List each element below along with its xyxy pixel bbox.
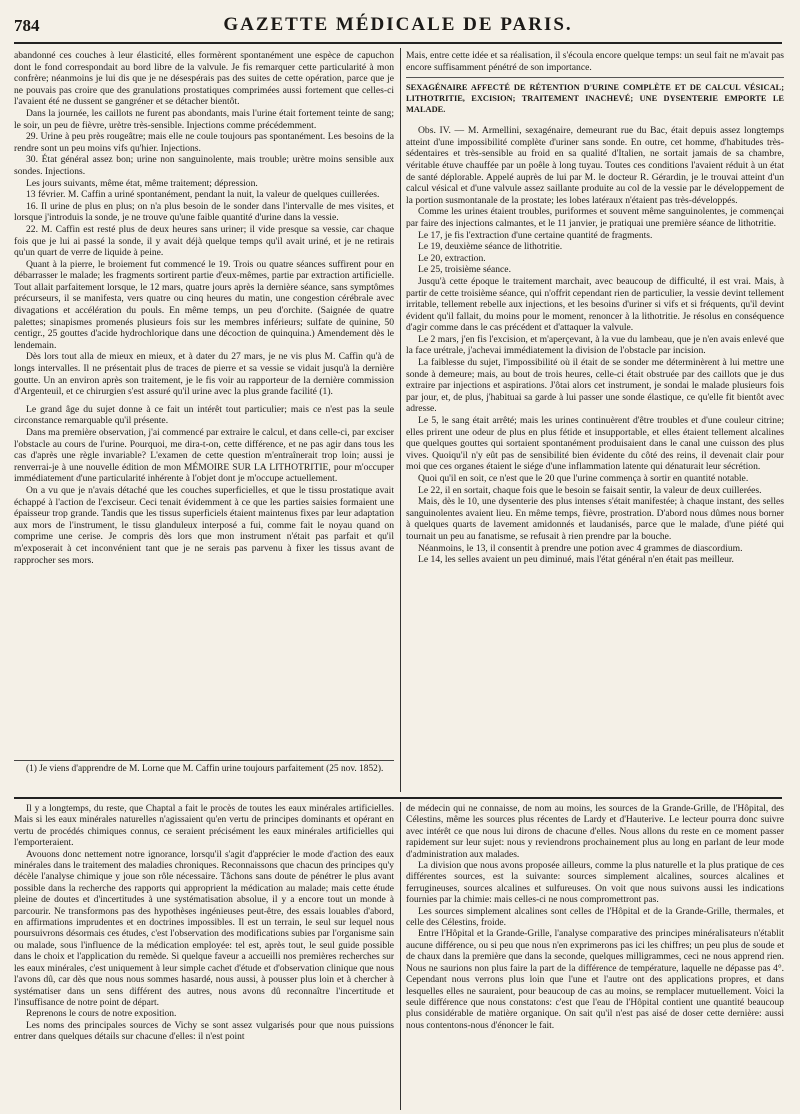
paragraph: Le 25, troisième séance. [418,264,511,276]
paragraph: 29. Urine à peu près rougeâtre; mais elle ne coule toujours pas spontanément. Les besoins de la rendre sont un peu moins vifs qu'hier. Injections. [14,131,394,154]
paragraph: de médecin qui ne connaisse, de nom au moins, les sources de la Grande-Grille, de l'Hôpital, des Célestins, même les sources plus récentes de Lardy et d'Hauterive. Le lecteur pourra donc suivre avec intérêt ce que nous lui dirons de chacune d'elles. Nous allons du reste en ce moment passer rapidement sur leur sujet: nous y reviendrons prochainement plus au long en parlant de leur mode d'administration aux malades. [406,804,784,860]
paragraph: abandonné ces couches à leur élasticité, elles formèrent spontanément une espèce de capuchon dont le fond correspondait au bord libre de la valvule. Je fis remarquer cette particularité à mon confrère; néanmoins je lui dis que je ne désespérais pas des suites de cette opération, parce que je ne pouvais pas croire que des granulations prostatiques comprimées aussi fortement que celles-ci l'avaient été ne dussent se gangréner et se détacher bientôt. [14,50,394,108]
top-right-column [406,50,784,792]
paragraph: Quoi qu'il en soit, ce n'est que le 20 que l'urine commença à sortir en quantité notable. [418,473,749,484]
footnote [14,764,394,790]
paragraph: Avouons donc nettement notre ignorance, lorsqu'il s'agit d'apprécier le mode d'action des eaux minérales dans le traitement des maladies chroniques. Reconnaissons que chacun des principes qu'y décèle l'analyse chimique y joue son rôle nécessaire. Tâchons sans doute de pénétrer le plus avant possible dans la recherche des rapports qui approprient la médication au malade; mais cette étude pleine de doutes et d'incertitudes à une systématisation absolue, il y a encore tout un monde à parcourir. Ne transformons pas des hypothèses ingénieuses peut-être, des essais louables d'abord, en affirmations imprudentes et en doctrines impossibles. Il est un terrain, le seul sur lequel nous poursuivrons désormais ces études, c'est l'observation des modifications subies par l'organisme sain ou malade, sous l'influence de la médication employée: tel est, après tout, le seul guide possible dans le choix et l'application du remède. Si quelque faveur a accueilli nos premières recherches sur les eaux minérales, c'est uniquement à leur simple cachet d'étude et d'observation clinique que nous l'avons dû, car dès que nous nous sommes hasardé, nous aussi, à pousser plus loin et à chercher à systématiser dans un sens différent des autres, nous avons dû reconnaître l'incertitude et l'insuffisance de notre point de départ. [14,849,394,1008]
top-left-column [14,50,394,755]
paragraph: Mais, dès le 10, une dysenterie des plus intenses s'était manifestée; à chaque instant, des selles sanguinolentes avaient lieu. En même temps, fièvre, prostration. D'abord nous dûmes nous borner à quelques quarts de lavement amidonnés et laudanisés, parce que le malade, d'une piété qui tournait un peu au fanatisme, se refusait à rien prendre par la bouche. [406,496,784,542]
bottom-right-column [406,804,784,1110]
paragraph: 22. M. Caffin est resté plus de deux heures sans uriner; il vide presque sa vessie, car chaque fois que je lui ai passé la sonde, il y avait déjà quelque temps qu'il avait uriné, et je ne retirais qu'un quart de verre de liquide à peine. [14,223,394,259]
paragraph: Jusqu'à cette époque le traitement marchait, avec beaucoup de difficulté, il est vrai. Mais, à partir de cette troisième séance, qui n'offrit cependant rien de particulier, la vessie devint tellement irritable, tellement rebelle aux injections, et les besoins d'uriner si vifs et si fréquents, qu'il devint évident qu'il fallait, du moins pour le moment, renoncer à la lithotritie. Je résolus en conséquence d'agir comme dans le cas précédent et d'attaquer la valvule. [406,275,784,334]
paragraph: Le 14, les selles avaient un peu diminué, mais l'état général n'en était pas meilleur. [418,554,734,566]
paragraph: Les sources simplement alcalines sont celles de l'Hôpital et de la Grande-Grille, thermales, et celle des Célestins, froide. [406,906,784,929]
paragraph: Il y a longtemps, du reste, que Chaptal a fait le procès de toutes les eaux minérales artificielles. Mais si les eaux minérales naturelles n'agissaient qu'en vertu de principes dominants et opérant en vertu de procédés chimiques connus, ce seraient précisément les eaux minérales artificielles qui l'emporteraient. [14,804,394,849]
section-rule [406,77,784,78]
column-divider [400,48,401,792]
paragraph: Dans ma première observation, j'ai commencé par extraire le calcul, et dans celle-ci, par exciser l'obstacle au cours de l'urine. Pourquoi, me dira-t-on, cette différence, et ne pas agir dans tous les cas d'après une règle invariable? L'examen de cette question m'entraînerait trop loin; aussi je renverrai-je à une nouvelle édition de mon MÉMOIRE SUR LA LITHOTRITIE, pour m'occuper immédiatement d'une particularité inhérente à l'objet dont je m'occupe actuellement. [14,427,394,485]
paragraph: Le 5, le sang était arrêté; mais les urines continuèrent d'être troubles et d'une couleur citrine; elles prirent une odeur de plus en plus fétide et insupportable, et elles étaient tellement alcalines que quelques gouttes qui sortaient spontanément produisaient dans le canal une cuisson des plus vives. Quoiqu'il n'y eût pas de sensibilité bien évidente du côté des reins, il devenait clair pour moi que ces organes étaient le siége d'une inflammation latente qui dénaturait leur sécrétion. [406,415,784,473]
paragraph: La faiblesse du sujet, l'impossibilité où il était de se sonder me déterminèrent à lui mettre une sonde à demeure; mais, au bout de trois heures, celle-ci était obstruée par des caillots que je dus extraire par injections et aspirations. J'ôtai alors cet instrument, je sondai le malade plusieurs fois par jour, et, de plus, j'habituai sa garde à lui passer une sonde élastique, ce qu'elle fit bientôt avec adresse. [406,357,784,415]
paragraph: Le 19, deuxième séance de lithotritie. [418,241,563,253]
feuilleton-rule [14,797,782,799]
paragraph: La division que nous avons proposée ailleurs, comme la plus naturelle et la plus pratique de ces différentes sources, est la suivante: sources simplement alcalines, sources alcalines et ferrugineuses, sources alcalines et sulfureuses. On voit que nous suivons aussi les indications fournies par la chimie: mais celles-ci ne nous compromettront pas. [406,861,784,906]
paragraph: Entre l'Hôpital et la Grande-Grille, l'analyse comparative des principes minéralisateurs n'établit aucune différence, ou si peu que nous n'en exprimerons pas ici les chiffres; un peu plus de soude et de chaux dans la première que dans la seconde, quelques milligrammes, ceci ne nous apprend rien. Nous ne saurions non plus faire la part de la différence de température, laquelle ne dépasse pas 4°. Cependant nous verrons plus loin que l'une et l'autre ont des applications propres, et dans lesquelles elles ne sauraient, pour beaucoup de cas au moins, se remplacer mutuellement. Voici la seule différence que nous constatons: c'est que l'eau de l'Hôpital contient une quantité beaucoup plus considérable de matière organique. On sait qu'il n'est pas aisé de doser cette dernière: aussi nous contentons-nous d'énoncer le fait. [406,929,784,1031]
paragraph: Le 17, je fis l'extraction d'une certaine quantité de fragments. [418,229,653,241]
paragraph: Le 2 mars, j'en fis l'excision, et m'aperçevant, à la vue du lambeau, que je n'en avais enlevé que la face urétrale, j'achevai immédiatement la division de l'obstacle par incision. [406,333,784,357]
paragraph: Le grand âge du sujet donne à ce fait un intérêt tout particulier; mais ce n'est pas la seule circonstance remarquable qu'il présente. [14,403,394,427]
page-number: 784 [14,16,40,35]
paragraph: Dès lors tout alla de mieux en mieux, et à dater du 27 mars, je ne vis plus M. Caffin qu'à de longs intervalles. Il ne présentait plus de traces de pierre et sa vessie se vidait jusqu'à la dernière goutte. Un an environ après son traitement, je le fis voir au rapporteur de la dernière commission d'Argenteuil, et ce chirurgien s'est assuré qu'il urine avec la plus grande facilité (1). [14,351,394,398]
paragraph: Le 22, il en sortait, chaque fois que le besoin se faisait sentir, la valeur de deux cuillerées. [418,484,762,496]
paragraph: Le 20, extraction. [418,252,486,264]
bottom-left-column [14,804,394,1110]
paragraph: Mais, entre cette idée et sa réalisation, il s'écoula encore quelque temps: un seul fait ne m'avait pas encore suffisamment pénétré de son importance. [406,50,784,73]
footnote-rule [14,760,394,761]
paragraph: Obs. IV. — M. Armellini, sexagénaire, demeurant rue du Bac, était depuis assez longtemps atteint d'une impossibilité complète d'uriner sans sonde. En outre, cet homme, d'habitudes très-sédentaires et très-sensible au froid en sa qualité d'Italien, ne sortait jamais de sa chambre, véritable étuve chauffée par un poêle à long tuyau. Toutes ces conditions l'avaient réduit à un état de santé déplorable. Appelé auprès de lui par M. le docteur R. Gérardin, je le trouvai atteint d'un calcul vésical et d'une valvule assez saillante produite au col de la vessie par le développement de la portion susmontanale de la prostate; les lobes latéraux n'étaient pas très-développés. [406,125,784,206]
paragraph: Quant à la pierre, le broiement fut commencé le 19. Trois ou quatre séances suffirent pour en débarrasser le malade; les fragments sortirent partie d'eux-mêmes, partie par extraction artificielle. Tout allait parfaitement lorsque, le 12 mars, quatre jours après la dernière séance, sans symptômes précurseurs, il se manifesta, vers quatre ou cinq heures du matin, une congestion cérébrale avec divagations et accélération du pouls. En même temps, un peu d'orchite. (Saignée de quatre palettes; sinapismes promenés plusieurs fois sur les membres inférieurs; sulfate de quinine, 50 centigr., 25 gouttes d'acide hydrochlorique dans une décoction de quinquina.) Amendement dès le lendemain. [14,258,394,351]
paragraph: Comme les urines étaient troubles, puriformes et souvent même sanguinolentes, je commençai par faire des injections calmantes, et le 11 janvier, je pratiquai une première séance de lithotritie. [406,206,784,229]
paragraph: Néanmoins, le 13, il consentit à prendre une potion avec 4 grammes de diascordium. [418,542,743,554]
journal-title: GAZETTE MÉDICALE DE PARIS. [223,14,573,35]
page-header [14,14,782,40]
paragraph: Dans la journée, les caillots ne furent pas abondants, mais l'urine était fortement teinte de sang; le soir, un peu de fièvre, urètre très-sensible. Injections comme précédemment. [14,107,394,131]
paragraph: 16. Il urine de plus en plus; on n'a plus besoin de le sonder dans l'intervalle de mes visites, et lorsque j'introduis la sonde, je ne trouve qu'une faible quantité d'urine dans la vessie. [14,200,394,224]
paragraph: Les jours suivants, même état, même traitement; dépression. [26,177,258,189]
paragraph: 30. État général assez bon; urine non sanguinolente, mais trouble; urètre moins sensible aux sondes. Injections. [14,154,394,177]
section-title: SEXAGÉNAIRE AFFECTÉ DE RÉTENTION D'URINE COMPLÈTE ET DE CALCUL VÉSICAL; LITHOTRITIE, EXCISION; TRAITEMENT INACHEVÉ; UNE DYSENTERIE EMPORTE LE MALADE. [406,83,784,115]
footnote-text: (1) Je viens d'apprendre de M. Lorne que M. Caffin urine toujours parfaitement (25 nov. 1852). [26,764,384,774]
column-divider [400,802,401,1110]
paragraph: Les noms des principales sources de Vichy se sont assez vulgarisés pour que nous puissions entrer dans quelques détails sur chacune d'elles: il n'est point [14,1020,394,1043]
paragraph: 13 février. M. Caffin a uriné spontanément, pendant la nuit, la valeur de quelques cuillerées. [26,189,380,201]
header-rule [14,42,782,44]
paragraph: On a vu que je n'avais détaché que les couches superficielles, et que le tissu prostatique avait échappé à l'action de l'exciseur. Ceci tenait évidemment à ce que les parties saisies formaient une épaisseur trop grande. Tandis que les tissus superficiels étaient maintenus fixes par leur adaptation aux mors de l'instrument, le tissu glanduleux interposé a fui, comme fait le noyau quand on comprime une cerise. Je compris dès lors que mon instrument n'était pas parfait et qu'il m'exposerait à cet inconvénient tant que je ne serais pas parvenu à fixer les tissus avant de rapprocher ses mors. [14,484,394,566]
paragraph: Reprenons le cours de notre exposition. [26,1009,177,1020]
